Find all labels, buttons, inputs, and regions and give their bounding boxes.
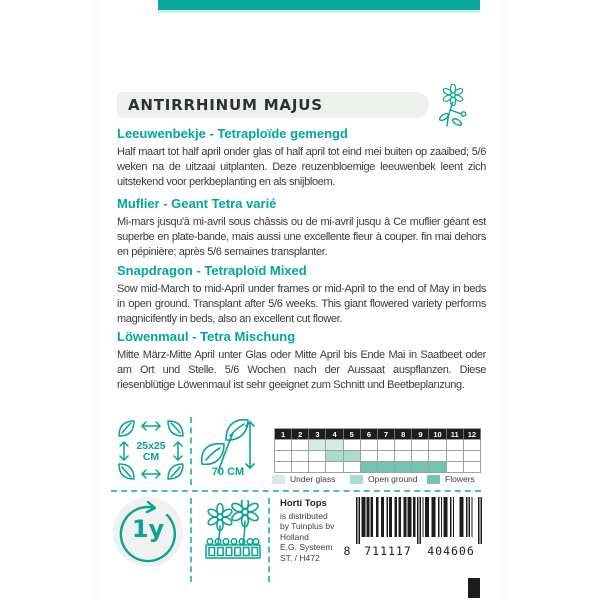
calendar-cell-flowers-2 (292, 462, 309, 473)
calendar-cell-under_glass-3 (309, 440, 326, 451)
spacing-value: 25x25 (136, 440, 166, 452)
spacing-unit: CM (142, 451, 160, 463)
calendar-cell-flowers-3 (309, 462, 326, 473)
legend-flowers (427, 474, 475, 484)
legend-label-open-ground: Open ground (368, 474, 418, 484)
legend-swatch-flowers (427, 475, 440, 484)
legend-label-under-glass: Under glass (290, 474, 336, 484)
calendar-cell-flowers-9 (412, 462, 429, 473)
calendar-cell-open_ground-10 (429, 451, 446, 462)
calendar-month-2: 2 (292, 429, 309, 440)
calendar-cell-under_glass-11 (447, 440, 464, 451)
sow-calendar (274, 428, 481, 473)
calendar-month-12: 12 (464, 429, 481, 440)
calendar-cell-under_glass-10 (429, 440, 446, 451)
divider-vertical-3 (268, 498, 270, 582)
calendar-month-5: 5 (344, 429, 361, 440)
print-registration-mark (468, 578, 480, 598)
calendar-cell-flowers-10 (429, 462, 446, 473)
legend-swatch-under-glass (272, 475, 285, 484)
barcode-bars (356, 497, 482, 544)
packet-top-edge-band (158, 0, 480, 10)
section-german (117, 329, 486, 392)
barcode-digits-middle: 711117 (364, 544, 412, 558)
calendar-cell-open_ground-3 (309, 451, 326, 462)
calendar-cell-flowers-4 (326, 462, 343, 473)
distributor-name: Horti Tops (280, 498, 327, 509)
barcode-digits-right: 404606 (427, 544, 475, 558)
calendar-month-7: 7 (378, 429, 395, 440)
calendar-cell-open_ground-1 (275, 451, 292, 462)
section-heading-nl: Leeuwenbekje - Tetraploïde gemengd (117, 126, 348, 141)
height-value: 70 CM (211, 466, 245, 478)
distributor-line: is distributed (280, 511, 328, 521)
calendar-cell-open_ground-6 (361, 451, 378, 462)
legend-swatch-open-ground (350, 475, 363, 484)
calendar-cell-open_ground-2 (292, 451, 309, 462)
distributor-line: ST. / H472 (280, 552, 320, 563)
calendar-cell-under_glass-5 (344, 440, 361, 451)
section-french (117, 196, 486, 259)
calendar-month-4: 4 (326, 429, 343, 440)
packet-top-edge-highlight (158, 10, 480, 13)
calendar-month-6: 6 (361, 429, 378, 440)
calendar-cell-flowers-11 (447, 462, 464, 473)
flower-sprig-icon (435, 84, 471, 128)
divider-vertical-1 (190, 417, 192, 485)
calendar-cell-open_ground-12 (464, 451, 481, 462)
species-title: ANTIRRHINUM MAJUS (128, 96, 323, 114)
calendar-cell-flowers-12 (464, 462, 481, 473)
calendar-cell-open_ground-7 (378, 451, 395, 462)
legend-label-flowers: Flowers (445, 474, 475, 484)
section-dutch (117, 126, 486, 189)
calendar-cell-flowers-8 (395, 462, 412, 473)
calendar-month-10: 10 (429, 429, 446, 440)
section-heading-de: Löwenmaul - Tetra Mischung (117, 329, 296, 344)
distributor-line: Holland (280, 531, 309, 542)
calendar-month-1: 1 (275, 429, 292, 440)
section-body-fr: Mi-mars jusqu'à mi-avril sous châssis ou de mi-avril jusqu à Ce muflier géant est superbe en plate-bande, mais aussi une excellente fleur à couper. fin mai dehors en pépinière; après 5/6 semaines transplanter. (117, 216, 486, 258)
calendar-cell-open_ground-4 (326, 451, 343, 462)
calendar-month-3: 3 (309, 429, 326, 440)
section-body-de: Mitte März-Mitte April unter Glas oder Mitte April bis Ende Mai in Saatbeet oder am Ort und Stelle. 5/6 Wochen nach der Aussaat auspflanzen. Diese riesenblütige Löwenmaul ist sehr geeignet zum Schnitt und Beetbeplanzung. (117, 349, 486, 391)
section-heading-en: Snapdragon - Tetraploïd Mixed (117, 263, 307, 278)
calendar-cell-open_ground-9 (412, 451, 429, 462)
calendar-cell-flowers-1 (275, 462, 292, 473)
calendar-cell-under_glass-9 (412, 440, 429, 451)
calendar-cell-under_glass-12 (464, 440, 481, 451)
distributor-line: by Tuinplus bv (280, 521, 335, 532)
calendar-cell-flowers-7 (378, 462, 395, 473)
calendar-cell-flowers-5 (344, 462, 361, 473)
lifecycle-value: 1y (131, 515, 165, 543)
section-english (117, 263, 486, 326)
divider-vertical-2 (190, 498, 192, 582)
calendar-cell-under_glass-8 (395, 440, 412, 451)
section-body-nl: Half maart tot half april onder glas of half april tot eind mei buiten op zaaibed; 5/6 weken na de uitzaai uitplanten. Deze reuzenbloemige leeuwenbek leent zich uitstekend voor perkbeplanting en als snijbloem. (117, 146, 486, 188)
legend-under-glass (272, 474, 335, 484)
section-body-en: Sow mid-March to mid-April under frames or mid-April to the end of May in beds in open ground. Transplant after 5/6 weeks. This giant flowered variety performs magnicifently in beds, also an excellent cut flower. (117, 283, 486, 325)
legend-open-ground (350, 474, 418, 484)
calendar-month-9: 9 (412, 429, 429, 440)
barcode-digit-left: 8 (343, 544, 352, 558)
distributor-line: E.G. Systeem (280, 542, 333, 553)
calendar-cell-open_ground-5 (344, 451, 361, 462)
species-banner (117, 92, 429, 118)
calendar-cell-under_glass-7 (378, 440, 395, 451)
calendar-cell-flowers-6 (361, 462, 378, 473)
calendar-cell-under_glass-6 (361, 440, 378, 451)
calendar-cell-under_glass-4 (326, 440, 343, 451)
calendar-month-8: 8 (395, 429, 412, 440)
divider-horizontal (111, 490, 481, 492)
calendar-cell-under_glass-1 (275, 440, 292, 451)
calendar-cell-under_glass-2 (292, 440, 309, 451)
calendar-cell-open_ground-8 (395, 451, 412, 462)
calendar-cell-open_ground-11 (447, 451, 464, 462)
calendar-month-11: 11 (447, 429, 464, 440)
distributor-block (280, 498, 340, 563)
flower-tray-icon (198, 500, 266, 562)
section-heading-fr: Muflier - Geant Tetra varié (117, 196, 277, 211)
